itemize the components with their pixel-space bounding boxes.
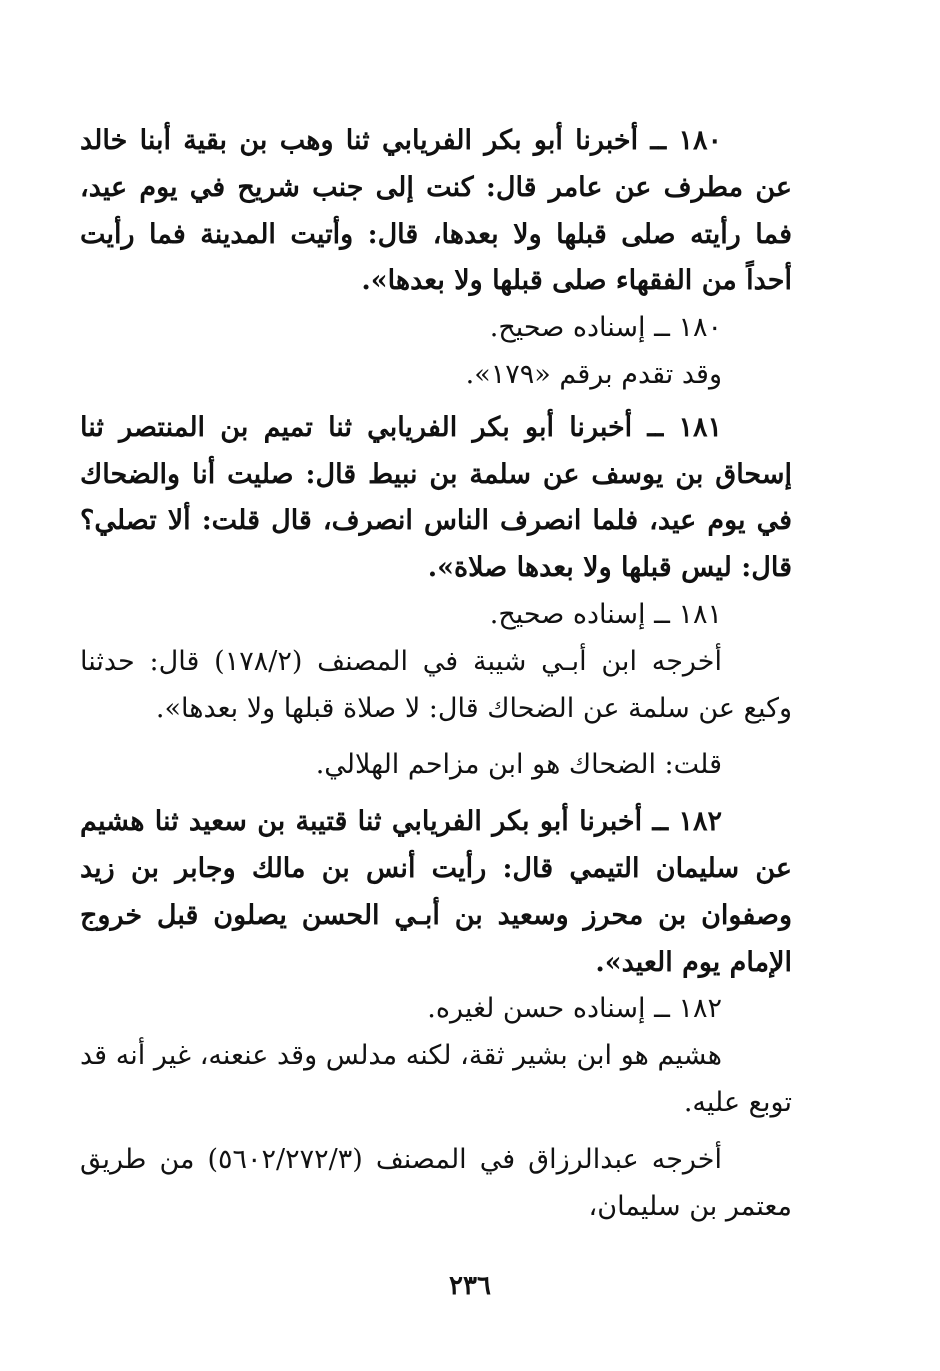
isnad-181-note: ١٨١ ــ إسناده صحيح. bbox=[489, 598, 722, 630]
comment-181-note: قلت: الضحاك هو ابن مزاحم الهلالي. bbox=[315, 749, 722, 781]
hadith-182-paragraph: ١٨٢ ــ أخبرنا أبو بكر الفريابي ثنا قتيبة بن سعيد ثنا هشيم عن سليمان التيمي قال: رأيت أنس بن مالك وجابر بن زيد وصفوان بن محرز وسعيد بن أبـي الحسن يصلون قبل خروج الإمام يوم العيد». bbox=[80, 806, 792, 978]
takhrij-181-note: أخرجه ابن أبـي شيبة في المصنف (١٧٨/٢) قال: حدثنا وكيع عن سلمة عن الضحاك قال: لا صلاة قبلها ولا بعدها». bbox=[80, 645, 792, 724]
page-number: ٢٣٦ bbox=[449, 1271, 491, 1301]
reference-180-note: وقد تقدم برقم «١٧٩». bbox=[465, 358, 722, 390]
comment-182-note: هشيم هو ابن بشير ثقة، لكنه مدلس وقد عنعنه، غير أنه قد توبع عليه. bbox=[80, 1040, 792, 1118]
isnad-180-note: ١٨٠ ــ إسناده صحيح. bbox=[489, 312, 722, 344]
isnad-182-note: ١٨٢ ــ إسناده حسن لغيره. bbox=[427, 993, 722, 1025]
hadith-181-paragraph: ١٨١ ــ أخبرنا أبو بكر الفريابي ثنا تميم بن المنتصر ثنا إسحاق بن يوسف عن سلمة بن نبيط قال: صليت أنا والضحاك في يوم عيد، فلما انصرف الناس انصرف، قال قلت: ألا تصلي؟ قال: ليس قبلها ولا بعدها صلاة». bbox=[80, 411, 792, 584]
hadith-180-paragraph: ١٨٠ ــ أخبرنا أبو بكر الفريابي ثنا وهب بن بقية أبنا خالد عن مطرف عن عامر قال: كنت إلى جنب شريح في يوم عيد، فما رأيته صلى قبلها ولا بعدها، قال: وأتيت المدينة فما رأيت أحداً من الفقهاء صلى قبلها ولا بعدها». bbox=[80, 125, 792, 297]
takhrij-182-note: أخرجه عبدالرزاق في المصنف (٥٦٠٢/٢٧٢/٣) من طريق معتمر بن سليمان، bbox=[80, 1143, 792, 1222]
page-body bbox=[80, 118, 792, 1318]
